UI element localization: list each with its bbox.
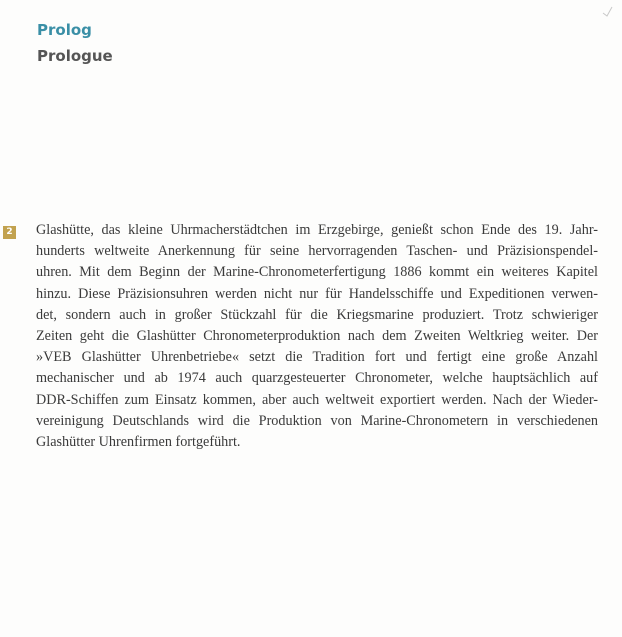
text-line: det, sondern auch in großer Stückzahl für die Kriegsmarine produziert. Trotz schwieriger bbox=[36, 306, 598, 323]
body-paragraph bbox=[36, 220, 598, 453]
text-line: uhren. Mit dem Beginn der Marine-Chronometerfertigung 1886 kommt ein weiteres Kapitel bbox=[36, 264, 598, 281]
chapter-subtitle: Prologue bbox=[37, 47, 113, 65]
text-line: Glashütter Uhrenfirmen fortgeführt. bbox=[36, 434, 241, 451]
page-number-badge: 2 bbox=[3, 226, 16, 239]
text-line: »VEB Glashütter Uhrenbetriebe« setzt die Tradition fort und fertigt eine große Anzahl bbox=[36, 349, 598, 366]
text-line: Zeiten geht die Glashütter Chronometerproduktion nach dem Zweiten Weltkrieg weiter. Der bbox=[36, 328, 598, 345]
chapter-title: Prolog bbox=[37, 21, 92, 39]
text-line: mechanischer und ab 1974 auch quarzgesteuerter Chronometer, welche hauptsächlich auf bbox=[36, 370, 598, 387]
text-line: vereinigung Deutschlands wird die Produktion von Marine-Chronometern in verschiedenen bbox=[36, 412, 598, 429]
text-line: Glashütte, das kleine Uhrmacherstädtchen im Erzgebirge, genießt schon Ende des 19. Jahr- bbox=[36, 222, 598, 238]
text-line: DDR-Schiffen zum Einsatz kommen, aber auch weltweit exportiert werden. Nach der Wieder- bbox=[36, 391, 598, 408]
text-line: hunderts weltweite Anerkennung für seine hervorragenden Taschen- und Präzisionspendel- bbox=[36, 243, 598, 260]
pencil-tick-icon bbox=[600, 4, 614, 18]
text-line: hinzu. Diese Präzisionsuhren werden nicht nur für Handelsschiffe und Expeditionen verwen- bbox=[36, 285, 598, 302]
